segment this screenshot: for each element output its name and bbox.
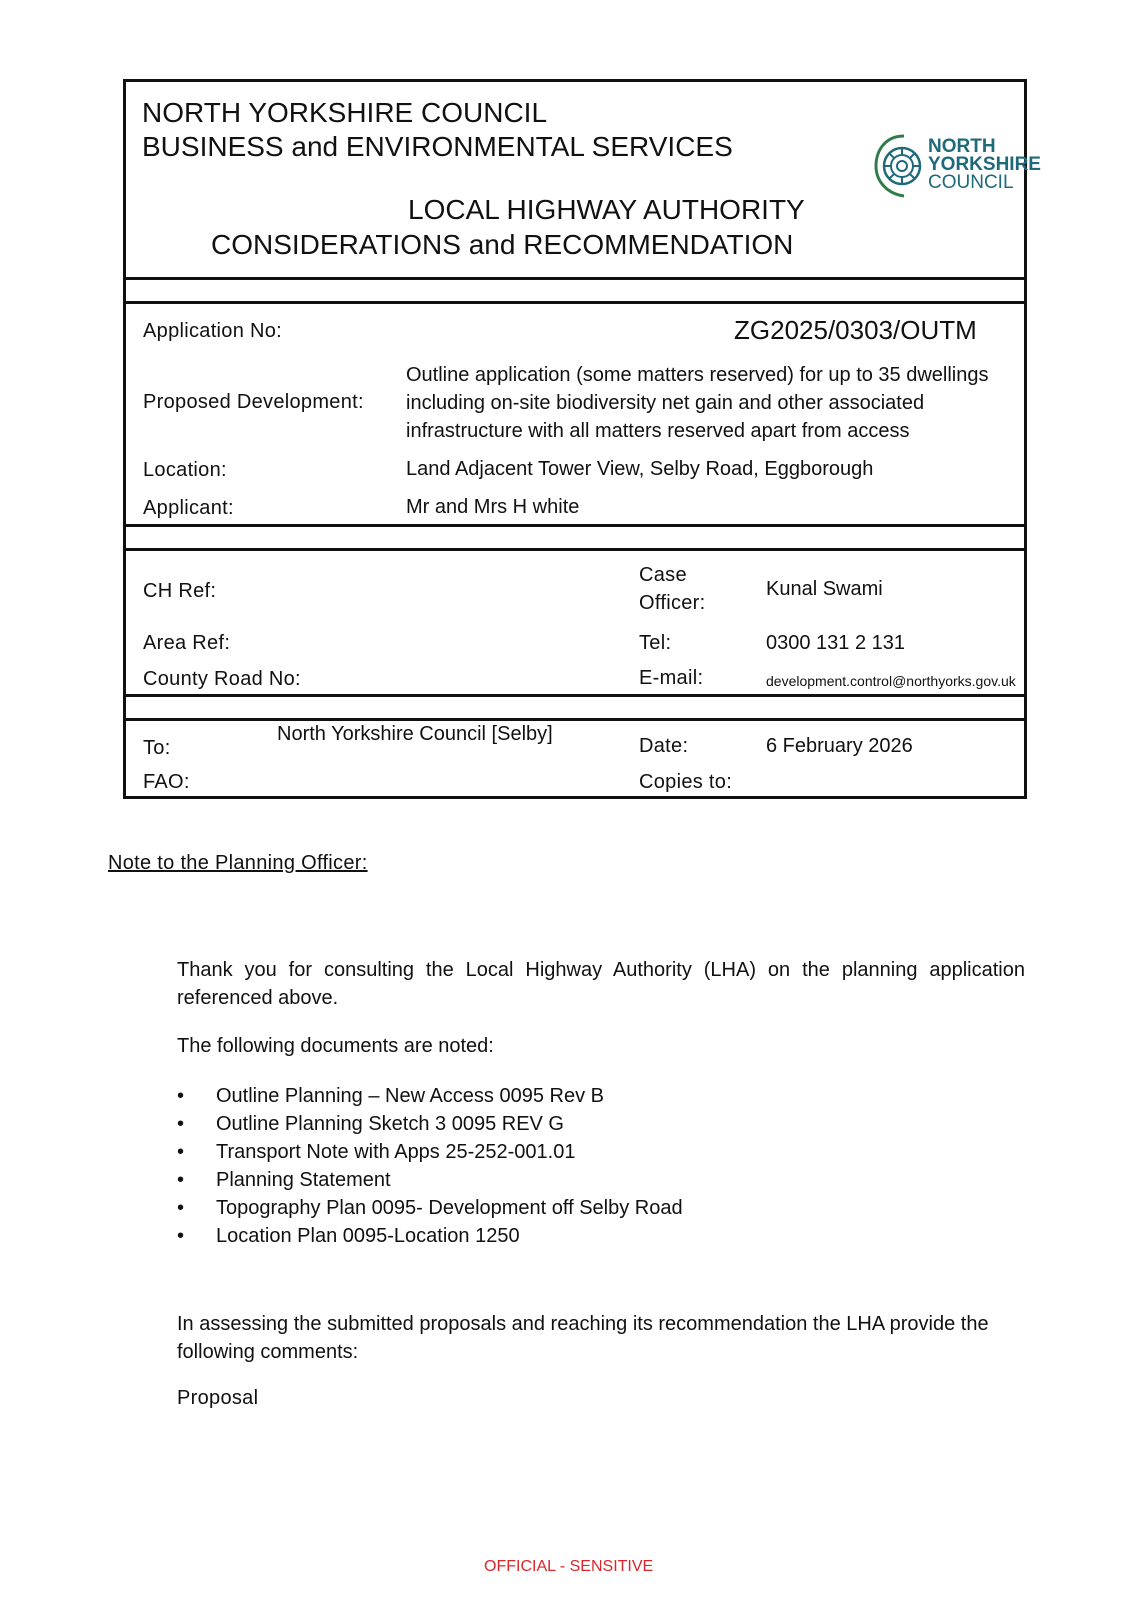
county-road-label: County Road No:: [143, 668, 301, 690]
case-officer-label-2: Officer:: [639, 592, 706, 614]
to-label: To:: [143, 737, 171, 759]
logo-wordmark: NORTH YORKSHIRE COUNCIL: [928, 136, 1041, 193]
documents-list: [177, 1082, 683, 1250]
date-label: Date:: [639, 735, 689, 757]
list-item: • Outline Planning – New Access 0095 Rev B: [177, 1085, 604, 1107]
list-item: • Planning Statement: [177, 1169, 391, 1191]
list-item: • Outline Planning Sketch 3 0095 REV G: [177, 1113, 564, 1135]
date-value: 6 February 2026: [766, 735, 913, 757]
application-no: ZG2025/0303/OUTM: [734, 315, 977, 345]
applicant-value: Mr and Mrs H white: [406, 496, 580, 518]
location-value: Land Adjacent Tower View, Selby Road, Eggborough: [406, 458, 874, 480]
email-label: E-mail:: [639, 667, 704, 689]
fao-label: FAO:: [143, 771, 190, 793]
note-heading: Note to the Planning Officer:: [108, 852, 368, 874]
department-name: BUSINESS and ENVIRONMENTAL SERVICES: [142, 131, 733, 162]
to-value: North Yorkshire Council [Selby]: [277, 723, 553, 745]
proposed-development-label: Proposed Development:: [143, 391, 364, 413]
council-name: NORTH YORKSHIRE COUNCIL: [142, 97, 548, 128]
classification-footer: OFFICIAL - SENSITIVE: [484, 1558, 654, 1575]
applicant-label: Applicant:: [143, 497, 234, 519]
list-item: • Transport Note with Apps 25-252-001.01: [177, 1141, 576, 1163]
case-officer-value: Kunal Swami: [766, 578, 883, 600]
divider: [123, 548, 1027, 551]
divider: [123, 277, 1027, 280]
proposed-development: Outline application (some matters reserved) for up to 35 dwellings including on-site biodiversity net gain and other associated infrastructure with all matters reserved apart from access: [406, 364, 989, 442]
divider: [123, 694, 1027, 697]
assessing-paragraph: In assessing the submitted proposals and reaching its recommendation the LHA provide the following comments:: [177, 1313, 989, 1363]
divider: [123, 524, 1027, 527]
area-ref-label: Area Ref:: [143, 632, 231, 654]
tel-value: 0300 131 2 131: [766, 632, 906, 654]
list-item: • Topography Plan 0095- Development off Selby Road: [177, 1197, 683, 1219]
document-title: CONSIDERATIONS and RECOMMENDATION: [211, 229, 794, 260]
copies-to-label: Copies to:: [639, 771, 733, 793]
tel-label: Tel:: [639, 632, 672, 654]
authority-title: LOCAL HIGHWAY AUTHORITY: [408, 194, 805, 225]
email-value[interactable]: development.control@northyorks.gov.uk: [766, 673, 1016, 689]
documents-intro: The following documents are noted:: [177, 1035, 494, 1057]
ch-ref-label: CH Ref:: [143, 580, 217, 602]
council-logo: [874, 132, 1041, 200]
location-label: Location:: [143, 459, 227, 481]
divider: [123, 301, 1027, 304]
intro-paragraph: Thank you for consulting the Local Highway Authority (LHA) on the planning application referenced above.: [177, 959, 1025, 1009]
proposal-heading: Proposal: [177, 1387, 259, 1409]
list-item: • Location Plan 0095-Location 1250: [177, 1225, 520, 1247]
application-no-label: Application No:: [143, 320, 283, 342]
divider: [123, 718, 1027, 721]
case-officer-label: Case: [639, 564, 687, 586]
rose-emblem-icon: [874, 132, 926, 200]
